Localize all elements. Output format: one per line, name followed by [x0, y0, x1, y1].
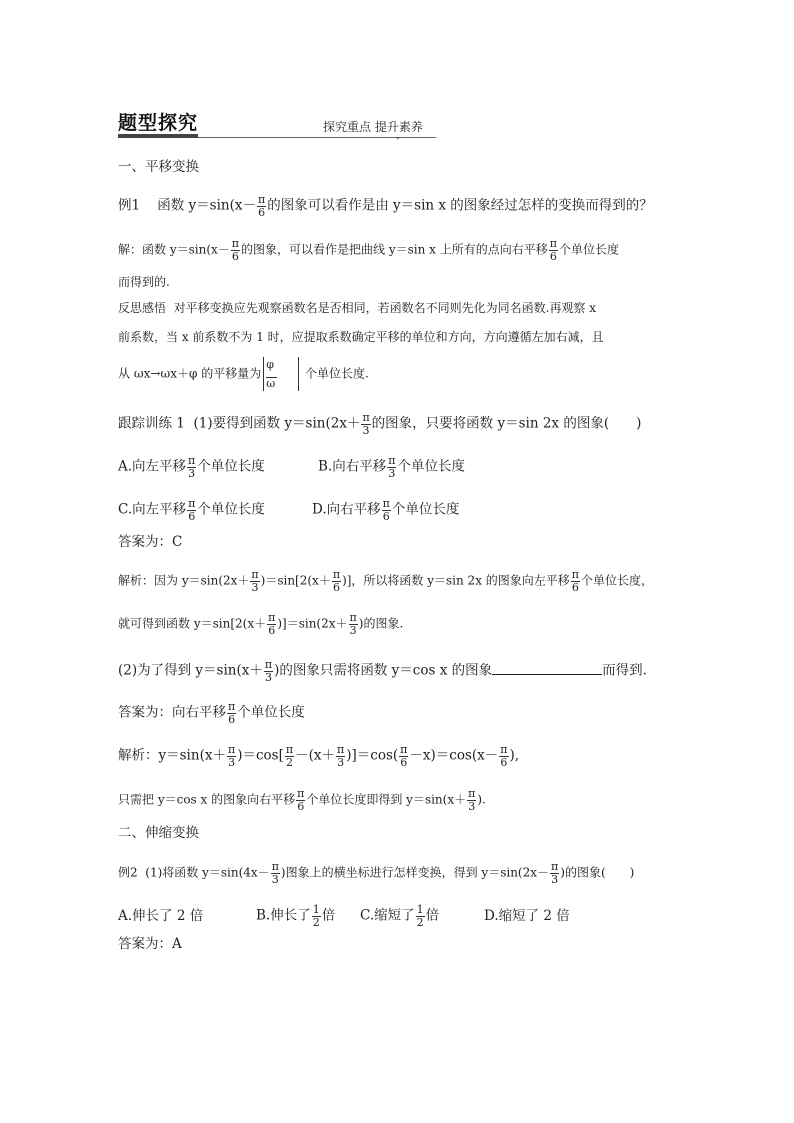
denominator: 3	[228, 755, 236, 769]
fraction	[271, 861, 280, 885]
denominator: 6	[231, 249, 239, 263]
text: 解析：y＝sin(x＋	[118, 747, 226, 764]
text: 个单位长度	[558, 242, 619, 257]
numerator: 1	[312, 903, 320, 916]
denominator: 6	[228, 712, 236, 726]
text: )]＝cos(	[346, 747, 399, 764]
fraction	[250, 569, 259, 593]
text: 答案为：向右平移	[118, 704, 226, 721]
text: 个单位长度.	[305, 366, 369, 381]
fraction	[187, 455, 196, 479]
denominator: 6	[382, 509, 390, 523]
numerator: π	[227, 743, 236, 756]
option-a[interactable]	[118, 455, 318, 479]
text: )]＝sin(2x＋	[277, 616, 348, 631]
reflection-line-2: 前系数，当 x 前系数不为 1 时，应提取系数确定平移的单位和方向，方向遵循左加右减，且	[118, 330, 604, 344]
option-b[interactable]	[318, 455, 465, 479]
numerator: π	[388, 454, 396, 467]
example-2-options	[118, 904, 570, 928]
fraction	[264, 659, 273, 683]
numerator: π	[188, 454, 196, 467]
text: 图象上的横坐标进行怎样变换，得到 y＝sin(2x－	[285, 865, 550, 880]
option-b[interactable]	[256, 904, 360, 928]
example-1-label: 例1	[118, 197, 141, 214]
option-c[interactable]	[360, 904, 484, 928]
section-2-title: 二、伸缩变换	[118, 825, 199, 841]
fraction	[549, 238, 558, 262]
text: (1)要得到函数 y＝sin(2x＋	[193, 415, 361, 432]
text: (1)将函数 y＝sin(4x－	[145, 865, 270, 880]
fraction	[382, 498, 391, 522]
denominator: 6	[571, 580, 579, 594]
text: 解析：因为 y＝sin(2x＋	[118, 573, 250, 588]
text: B.向右平移	[318, 458, 387, 475]
header-subtitle: 探究重点 提升素养	[323, 120, 423, 134]
header-notch-icon: ⌄	[394, 132, 402, 142]
numerator: π	[362, 411, 370, 424]
text: 个单位长度	[397, 458, 465, 475]
denominator: 3	[388, 466, 396, 480]
fraction	[387, 455, 396, 479]
numerator: π	[258, 193, 266, 206]
numerator: π	[551, 860, 559, 873]
reflection-label: 反思感悟	[118, 301, 167, 315]
text: )]，所以将函数 y＝sin 2x 的图象向左平移	[342, 573, 570, 588]
text: 解：函数 y＝sin(x－	[118, 242, 230, 257]
numerator: φ	[266, 358, 274, 371]
title-underline	[118, 134, 198, 138]
numerator: π	[285, 743, 294, 756]
fraction	[267, 612, 276, 636]
fraction	[227, 701, 236, 725]
text: D.向右平移	[312, 501, 381, 518]
fraction	[361, 412, 370, 436]
text: B.伸长了	[256, 907, 311, 924]
numerator: π	[571, 568, 580, 581]
fraction	[312, 904, 321, 928]
numerator: π	[231, 237, 240, 250]
denominator: 3	[337, 755, 345, 769]
numerator: π	[336, 743, 345, 756]
reflection-line-3	[118, 357, 369, 391]
option-a[interactable]: A.伸长了 2 倍	[118, 907, 204, 924]
text: 就可得到函数 y＝sin[2(x＋	[118, 616, 267, 631]
numerator: π	[549, 237, 557, 250]
text: 的图象，只要将函数 y＝sin 2x 的图象( )	[371, 415, 642, 432]
fraction	[332, 569, 341, 593]
training-1-analysis-2: 就可得到函数 y＝sin[2(x＋ $\frac{\pi}{6}$ )]＝sin(2x＋ $\frac{\pi}{3}$ )的图象.	[118, 611, 404, 637]
option-d[interactable]: D.缩短了 2 倍	[484, 907, 570, 924]
denominator: 3	[188, 466, 196, 480]
numerator: π	[251, 568, 259, 581]
denominator: 3	[251, 580, 259, 594]
numerator: π	[332, 568, 341, 581]
example-1-question	[118, 194, 653, 218]
training-1-analysis: 解析：因为 y＝sin(2x＋ $\frac{\pi}{3}$ )＝sin[2(x＋ $\frac{\pi}{6}$ )]，所以将函数 y＝sin 2x 的图象向左平移 $\frac{\pi}{6}$ 个单位长度，	[118, 568, 654, 594]
example-1-solution-end: 而得到的.	[118, 275, 170, 289]
text: 个单位长度即得到 y＝sin(x＋	[306, 792, 467, 807]
fraction	[499, 744, 508, 768]
denominator: 2	[285, 755, 293, 769]
denominator: 3	[468, 799, 476, 813]
example-1-solution	[118, 238, 619, 262]
text: 个单位长度	[197, 501, 265, 518]
training-1-answer: 答案为：C	[118, 534, 183, 550]
example-2-label: 例2	[118, 865, 138, 880]
text: 个单位长度	[391, 501, 460, 518]
text: 从 ωx→ωx＋φ 的平移量为	[118, 366, 262, 381]
denominator: 6	[268, 623, 276, 637]
text: 倍	[425, 907, 440, 924]
fraction	[227, 744, 236, 768]
fraction	[285, 744, 294, 768]
training-1-label: 跟踪训练 1	[118, 415, 185, 432]
text: 个单位长度，	[581, 573, 654, 588]
text: 只需把 y＝cos x 的图象向右平移	[118, 792, 296, 807]
option-c[interactable]	[118, 498, 312, 522]
numerator: π	[297, 787, 305, 800]
text: C.缩短了	[360, 907, 415, 924]
text: 个单位长度	[197, 458, 265, 475]
options-row-ab	[118, 455, 465, 479]
denominator: 3	[271, 872, 279, 886]
denominator: 3	[551, 872, 559, 886]
denominator: ω	[266, 377, 276, 390]
fraction	[399, 744, 408, 768]
text: ＝cos[	[242, 747, 284, 764]
denominator: 2	[312, 915, 320, 929]
text: C.向左平移	[118, 501, 187, 518]
fraction	[257, 194, 266, 218]
text: 的图象只需将函数 y＝cos x 的图象	[279, 662, 493, 679]
absolute-fraction	[263, 357, 299, 391]
text: 的图象( )	[564, 865, 635, 880]
text: 函数 y＝sin(x－	[157, 197, 257, 214]
text: 的图象，可以看作是把曲线 y＝sin x 上所有的点向右平移	[241, 242, 548, 257]
text: 个单位长度	[237, 704, 305, 721]
text: 倍	[321, 907, 336, 924]
denominator: 2	[416, 915, 424, 929]
training-1-analysis-3: 解析：y＝sin(x＋ $\frac{\pi}{3}$ )＝cos[ $\frac{\pi}{2}$ －(x＋ $\frac{\pi}{3}$ )]＝cos( $\frac{\pi}{6}$ －x)＝cos(x－ $\frac{\pi}{6}$ ),	[118, 743, 520, 769]
answer-blank[interactable]	[492, 662, 602, 675]
text: 而得到.	[602, 662, 647, 679]
text: 的图象.	[363, 616, 404, 631]
denominator: 3	[362, 423, 370, 437]
training-1-answer-2	[118, 701, 305, 725]
fraction	[336, 744, 345, 768]
numerator: π	[500, 743, 508, 756]
numerator: π	[382, 497, 390, 510]
section-1-title: 一、平移变换	[118, 159, 199, 175]
fraction	[550, 861, 559, 885]
text: (2)为了得到 y＝sin(x＋	[118, 662, 263, 679]
fraction	[349, 612, 358, 636]
numerator: π	[468, 787, 476, 800]
training-1-question	[118, 412, 641, 436]
training-1-analysis-4: 只需把 y＝cos x 的图象向右平移 $\frac{\pi}{6}$ 个单位长度即得到 y＝sin(x＋ $\frac{\pi}{3}$ ).	[118, 787, 486, 813]
numerator: π	[188, 497, 196, 510]
fraction	[231, 238, 240, 262]
denominator: 6	[400, 755, 408, 769]
fraction	[416, 904, 425, 928]
denominator: 6	[500, 755, 508, 769]
fraction	[571, 569, 580, 593]
text: 的图象可以看作是由 y＝sin x 的图象经过怎样的变换而得到的？	[267, 197, 653, 214]
numerator: π	[264, 658, 273, 671]
numerator: π	[349, 611, 357, 624]
text: ),	[509, 747, 520, 764]
denominator: 6	[549, 249, 557, 263]
numerator: 1	[416, 903, 424, 916]
text: A.向左平移	[118, 458, 187, 475]
example-2-answer: 答案为：A	[118, 936, 182, 952]
text: 对平移变换应先观察函数名是否相同，若函数名不同则先化为同名函数.再观察 x	[173, 301, 597, 315]
denominator: 3	[264, 670, 272, 684]
numerator: π	[400, 743, 408, 756]
reflection-line-1	[118, 302, 596, 314]
training-1-question-2: (2)为了得到 y＝sin(x＋ $\frac{\pi}{3}$ )的图象只需将函数 y＝cos x 的图象 而得到.	[118, 658, 647, 684]
fraction	[296, 788, 305, 812]
denominator: 3	[349, 623, 357, 637]
denominator: 6	[332, 580, 340, 594]
denominator: 6	[297, 799, 305, 813]
fraction	[187, 498, 196, 522]
options-row-cd	[118, 498, 459, 522]
numerator: π	[228, 700, 236, 713]
fraction	[467, 788, 476, 812]
example-2-question: 例2 (1)将函数 y＝sin(4x－ $\frac{\pi}{3}$ )图象上的横坐标进行怎样变换，得到 y＝sin(2x－ $\frac{\pi}{3}$ )的图象( )	[118, 860, 635, 886]
text: －x)＝cos(x－	[409, 747, 499, 764]
denominator: 6	[188, 509, 196, 523]
denominator: 6	[258, 205, 266, 219]
section-header	[118, 108, 436, 140]
text: －(x＋	[295, 747, 335, 764]
option-d[interactable]	[312, 498, 459, 522]
text: .	[482, 792, 486, 807]
numerator: π	[271, 860, 279, 873]
page-title: 题型探究	[118, 112, 199, 134]
text: ＝sin[2(x＋	[265, 573, 331, 588]
numerator: π	[268, 611, 276, 624]
